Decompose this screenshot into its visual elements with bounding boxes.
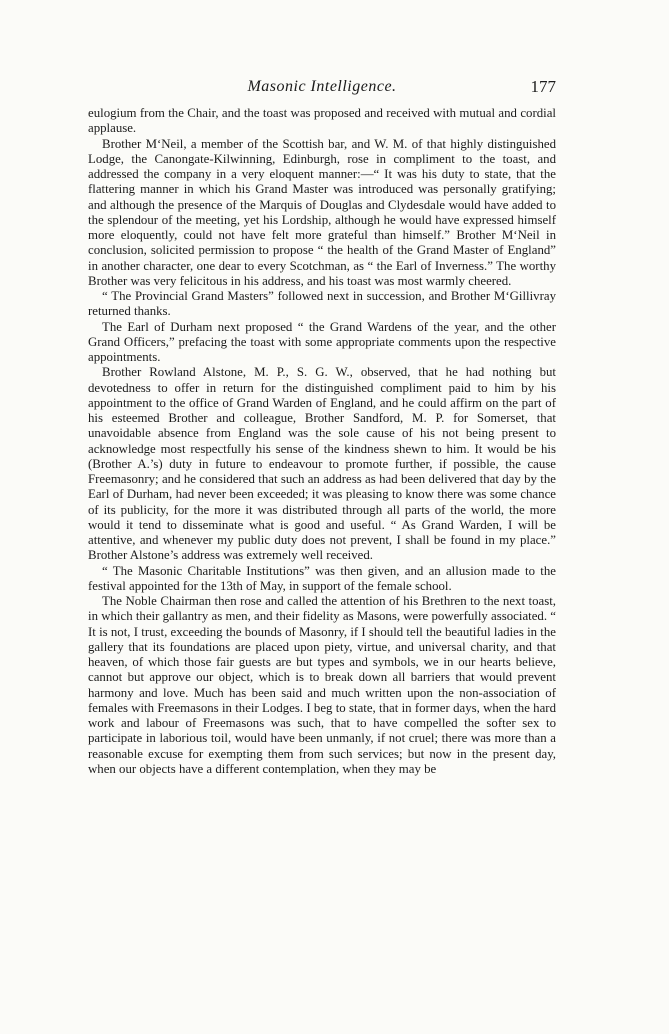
- paragraph-eulogium: eulogium from the Chair, and the toast was proposed and received with mutual and cordial applause.: [88, 106, 556, 136]
- paragraph-charitable-institutions: “ The Masonic Charitable Institutions” was then given, and an allusion made to the festival appointed for the 13th of May, in support of the female school.: [88, 563, 556, 593]
- running-title: Masonic Intelligence.: [247, 78, 397, 95]
- page-number: 177: [530, 77, 556, 96]
- paragraph-alstone: Brother Rowland Alstone, M. P., S. G. W., observed, that he had nothing but devotedness to offer in return for the distinguished compliment paid to him by his appointment to the office of Grand Warden of England, and he could affirm on the part of his esteemed Brother and colleague, Brother Sandford, M. P. for Somerset, that unavoidable absence from England was the sole cause of his not being present to acknowledge most respectfully his sense of the kindness shewn to him. It would be his (Brother A.’s) duty in future to endeavour to promote further, if possible, the cause Freemasonry; and he considered that such an address as had been delivered that day by the Earl of Durham, had never been exceeded; it was pleasing to know there was some chance of its publicity, for the more it was distributed through all parts of the world, the more would it tend to disseminate what is good and useful. “ As Grand Warden, I will be attentive, and whenever my public duty does not prevent, I shall be found in my place.” Brother Alstone’s address was extremely well received.: [88, 365, 556, 563]
- running-head: [88, 78, 556, 100]
- paragraph-grand-wardens: The Earl of Durham next proposed “ the Grand Wardens of the year, and the other Grand Officers,” prefacing the toast with some appropriate comments upon the respective appointments.: [88, 319, 556, 364]
- paragraph-provincial-grand-masters: “ The Provincial Grand Masters” followed next in succession, and Brother M‘Gillivray returned thanks.: [88, 289, 556, 319]
- paragraph-noble-chairman: The Noble Chairman then rose and called the attention of his Brethren to the next toast, in which their gallantry as men, and their fidelity as Masons, were powerfully associated. “ It is not, I trust, exceeding the bounds of Masonry, if I should tell the beautiful ladies in the gallery that its foundations are placed upon piety, virtue, and universal charity, and that heaven, of which those fair guests are but types and symbols, we in our hearts believe, cannot but approve our object, which is to break down all barriers that would prevent harmony and love. Much has been said and much written upon the non-association of females with Freemasons in their Lodges. I beg to state, that in former days, when the hard work and labour of Freemasons was such, that to have compelled the softer sex to participate in laborious toil, would have been unmanly, if not cruel; there was more than a reasonable excuse for exempting them from such services; but now in the present day, when our objects have a different contemplation, when they may be: [88, 594, 556, 776]
- paragraph-mcneil: Brother M‘Neil, a member of the Scottish bar, and W. M. of that highly distinguished Lodge, the Canongate-Kilwinning, Edinburgh, rose in compliment to the toast, and addressed the company in a very eloquent manner:—“ It was his duty to state, that the flattering manner in which his Grand Master was introduced was personally gratifying; and although the presence of the Marquis of Douglas and Clydesdale would have added to the splendour of the meeting, yet his Lordship, although he would have expressed himself more eloquently, could not have felt more grateful than himself.” Brother M‘Neil in conclusion, solicited permission to propose “ the health of the Grand Master of England” in another character, one dear to every Scotchman, as “ the Earl of Inverness.” The worthy Brother was very felicitous in his address, and his toast was most warmly cheered.: [88, 136, 556, 288]
- article-body: [88, 106, 556, 777]
